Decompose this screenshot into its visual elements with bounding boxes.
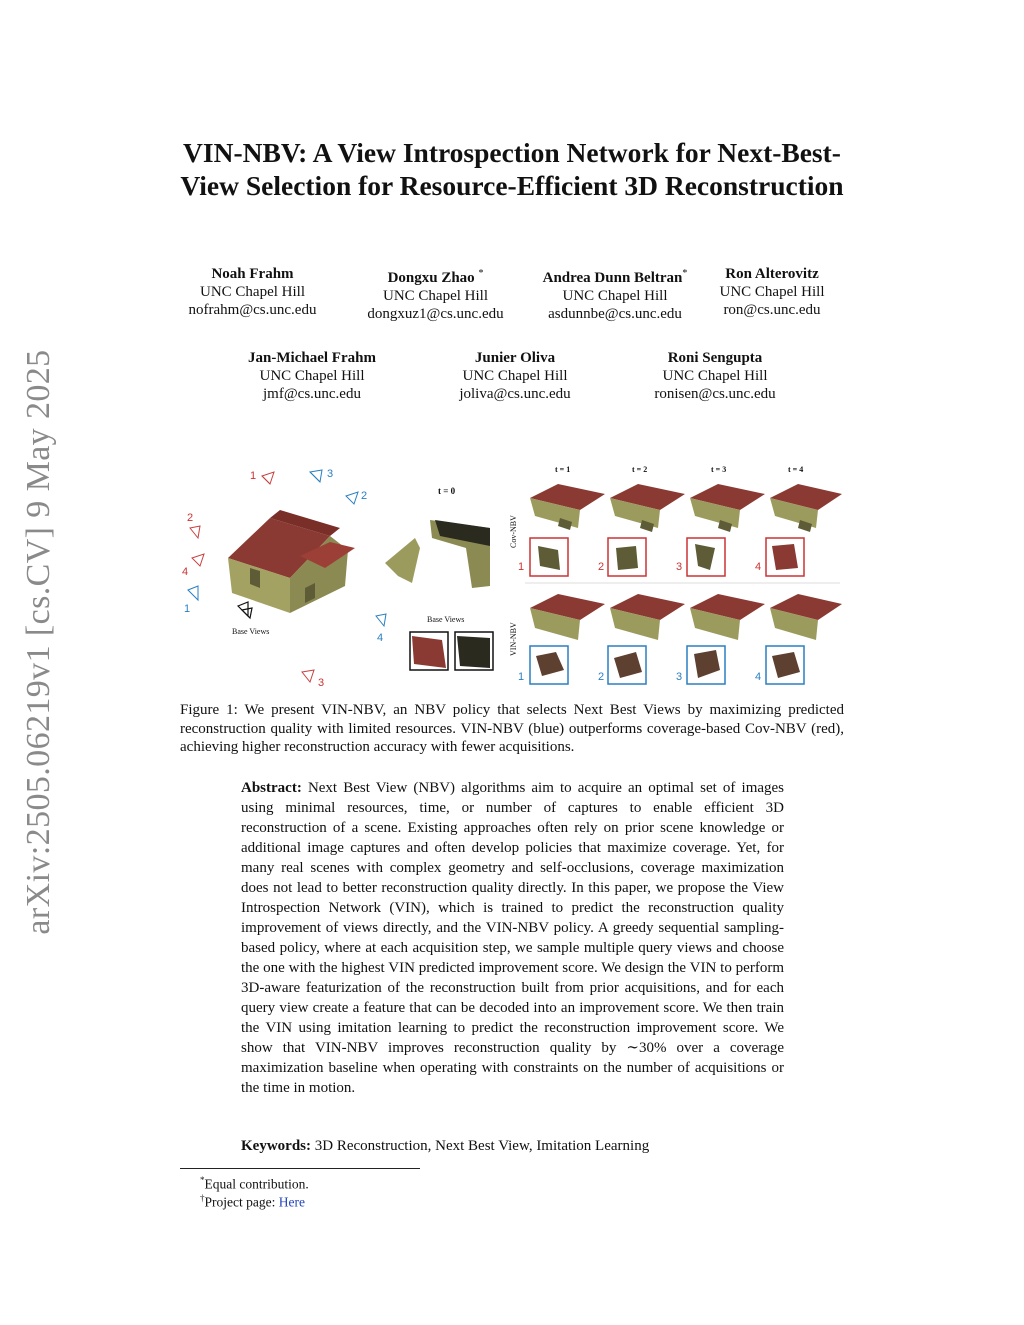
author-block [232, 349, 392, 403]
cov-step-number: 4 [755, 561, 762, 573]
view-number: 4 [182, 566, 189, 578]
camera-view-icon [346, 492, 358, 504]
author-email: ronisen@cs.unc.edu [654, 386, 776, 402]
figure-caption [180, 701, 844, 757]
author-name: Roni Sengupta [667, 350, 763, 366]
author-mark: * [682, 268, 688, 279]
author-affiliation: UNC Chapel Hill [462, 368, 568, 384]
footnote-mark: * [200, 1175, 205, 1185]
time-label: t = 3 [711, 465, 727, 474]
figure-1 [180, 458, 844, 698]
footnote-mark: † [200, 1193, 205, 1203]
arxiv-stamp [13, 349, 65, 935]
footnote-rule [180, 1168, 420, 1169]
author-email: jmf@cs.unc.edu [263, 386, 361, 402]
author-affiliation: UNC Chapel Hill [259, 368, 365, 384]
row-label-cov: Cov-NBV [509, 515, 518, 548]
partial-reconstruction-fragment [385, 538, 420, 583]
cov-step-number: 3 [676, 561, 683, 573]
left-panel [182, 468, 386, 689]
camera-view-icon [376, 614, 386, 626]
author-block [440, 349, 590, 403]
abstract-label: Abstract: [241, 780, 302, 796]
footnote-project-page [200, 1190, 305, 1211]
view-number: 3 [327, 468, 334, 480]
author-name: Noah Frahm [211, 266, 294, 282]
author-name: Junier Oliva [474, 350, 556, 366]
author-name: Ron Alterovitz [725, 266, 819, 282]
vin-step-number: 3 [676, 671, 683, 683]
vin-step-number: 2 [598, 671, 605, 683]
caption-label: Figure 1: [180, 702, 238, 718]
t0-panel [385, 486, 493, 670]
vin-reconstruction [770, 594, 842, 640]
footnote-text: Project page: [204, 1194, 279, 1210]
time-label: t = 4 [788, 465, 804, 474]
t0-label: t = 0 [438, 486, 456, 496]
abstract [241, 778, 784, 1098]
abstract-text: Next Best View (NBV) algorithms aim to acquire an optimal set of images using minimal resources, time, or number of captures to enable efficient 3D reconstruction of a scene. Existing approaches often rely on prior scene knowledge or additional image captures and often develop policies that maximize coverage. Yet, for many real scenes with complex geometry and self-occlusions, coverage maximization does not lead to better reconstruction quality directly. In this paper, we propose the View Introspection Network (VIN), which is trained to predict the reconstruction quality improvement of views directly, and the VIN-NBV policy. A greedy sequential sampling-based policy, where at each acquisition step, we sample multiple query views and choose the one with the highest VIN predicted improvement score. We design the VIN to perform 3D-aware featurization of the reconstruction built from prior acquisitions, and for each query view create a feature that can be decoded into an improvement score. We then train the VIN using imitation learning to predict the reconstruction improvement score. We show that VIN-NBV improves reconstruction quality by ∼30% over a coverage maximization baseline when operating with constraints on the number of acquisitions or the time in motion. [241, 780, 785, 1096]
author-affiliation: UNC Chapel Hill [562, 288, 668, 304]
keywords-text: 3D Reconstruction, Next Best View, Imitation Learning [314, 1138, 650, 1154]
view-number: 1 [250, 470, 257, 482]
author-affiliation: UNC Chapel Hill [719, 284, 825, 300]
author-email: dongxuz1@cs.unc.edu [367, 306, 504, 322]
author-mark: * [478, 268, 484, 279]
vin-step-number: 1 [518, 671, 525, 683]
author-name: Andrea Dunn Beltran [542, 270, 683, 286]
author-email: asdunnbe@cs.unc.edu [548, 306, 682, 322]
house-model [228, 510, 355, 613]
cov-step-number: 1 [518, 561, 525, 573]
timestep-panel [509, 465, 842, 684]
camera-view-icon [192, 554, 204, 566]
vin-reconstruction [530, 594, 605, 640]
keywords-label: Keywords: [241, 1138, 311, 1154]
view-number: 1 [184, 603, 191, 615]
time-label: t = 2 [632, 465, 648, 474]
author-block [640, 349, 790, 403]
camera-view-icon [310, 470, 322, 482]
author-block [180, 265, 325, 319]
caption-text: We present VIN-NBV, an NBV policy that selects Next Best Views by maximizing predicted reconstruction quality with limited resources. VIN-NBV (blue) outperforms coverage-based Cov-NBV (red), achieving higher reconstruction accuracy with fewer acquisitions. [180, 702, 844, 755]
author-block [708, 265, 836, 319]
base-view-thumbnail-content [412, 636, 446, 668]
cov-reconstruction [690, 484, 765, 532]
view-number: 2 [361, 490, 368, 502]
cov-step-number: 2 [598, 561, 605, 573]
author-affiliation: UNC Chapel Hill [662, 368, 768, 384]
author-name: Jan-Michael Frahm [248, 350, 376, 366]
base-view-thumbnail-content [457, 636, 490, 668]
view-number: 4 [377, 632, 384, 644]
view-number: 3 [318, 677, 325, 689]
view-number: 2 [187, 512, 194, 524]
camera-view-icon [262, 472, 274, 484]
arxiv-stamp-text: arXiv:2505.06219v1 [cs.CV] 9 May 2025 [20, 349, 57, 935]
author-block [358, 265, 513, 323]
cov-reconstruction [770, 484, 842, 532]
author-affiliation: UNC Chapel Hill [200, 284, 305, 300]
base-camera-icon [238, 602, 252, 618]
cov-reconstruction [610, 484, 685, 532]
vin-reconstruction [690, 594, 765, 640]
vin-reconstruction [610, 594, 685, 640]
row-label-vin: VIN-NBV [509, 622, 518, 656]
cov-view-box-content [616, 546, 638, 570]
cov-view-box-content [772, 544, 798, 570]
author-name: Dongxu Zhao [387, 270, 475, 286]
vin-step-number: 4 [755, 671, 762, 683]
author-affiliation: UNC Chapel Hill [383, 288, 488, 304]
base-views-label: Base Views [232, 627, 270, 636]
time-label: t = 1 [555, 465, 571, 474]
camera-view-icon [188, 586, 198, 600]
author-block [530, 265, 700, 323]
camera-view-icon [302, 670, 314, 682]
author-email: ron@cs.unc.edu [723, 302, 821, 318]
base-views-caption: Base Views [427, 615, 465, 624]
author-email: nofrahm@cs.unc.edu [188, 302, 317, 318]
keywords [241, 1136, 801, 1156]
cov-reconstruction [530, 484, 605, 530]
author-email: joliva@cs.unc.edu [459, 386, 571, 402]
footnote-text: Equal contribution. [204, 1176, 309, 1192]
paper-title: VIN-NBV: A View Introspection Network for Next-Best-View Selection for Resource-Efficient 3D Reconstruction [180, 137, 844, 201]
camera-view-icon [190, 526, 200, 538]
project-page-link[interactable]: Here [278, 1194, 305, 1210]
